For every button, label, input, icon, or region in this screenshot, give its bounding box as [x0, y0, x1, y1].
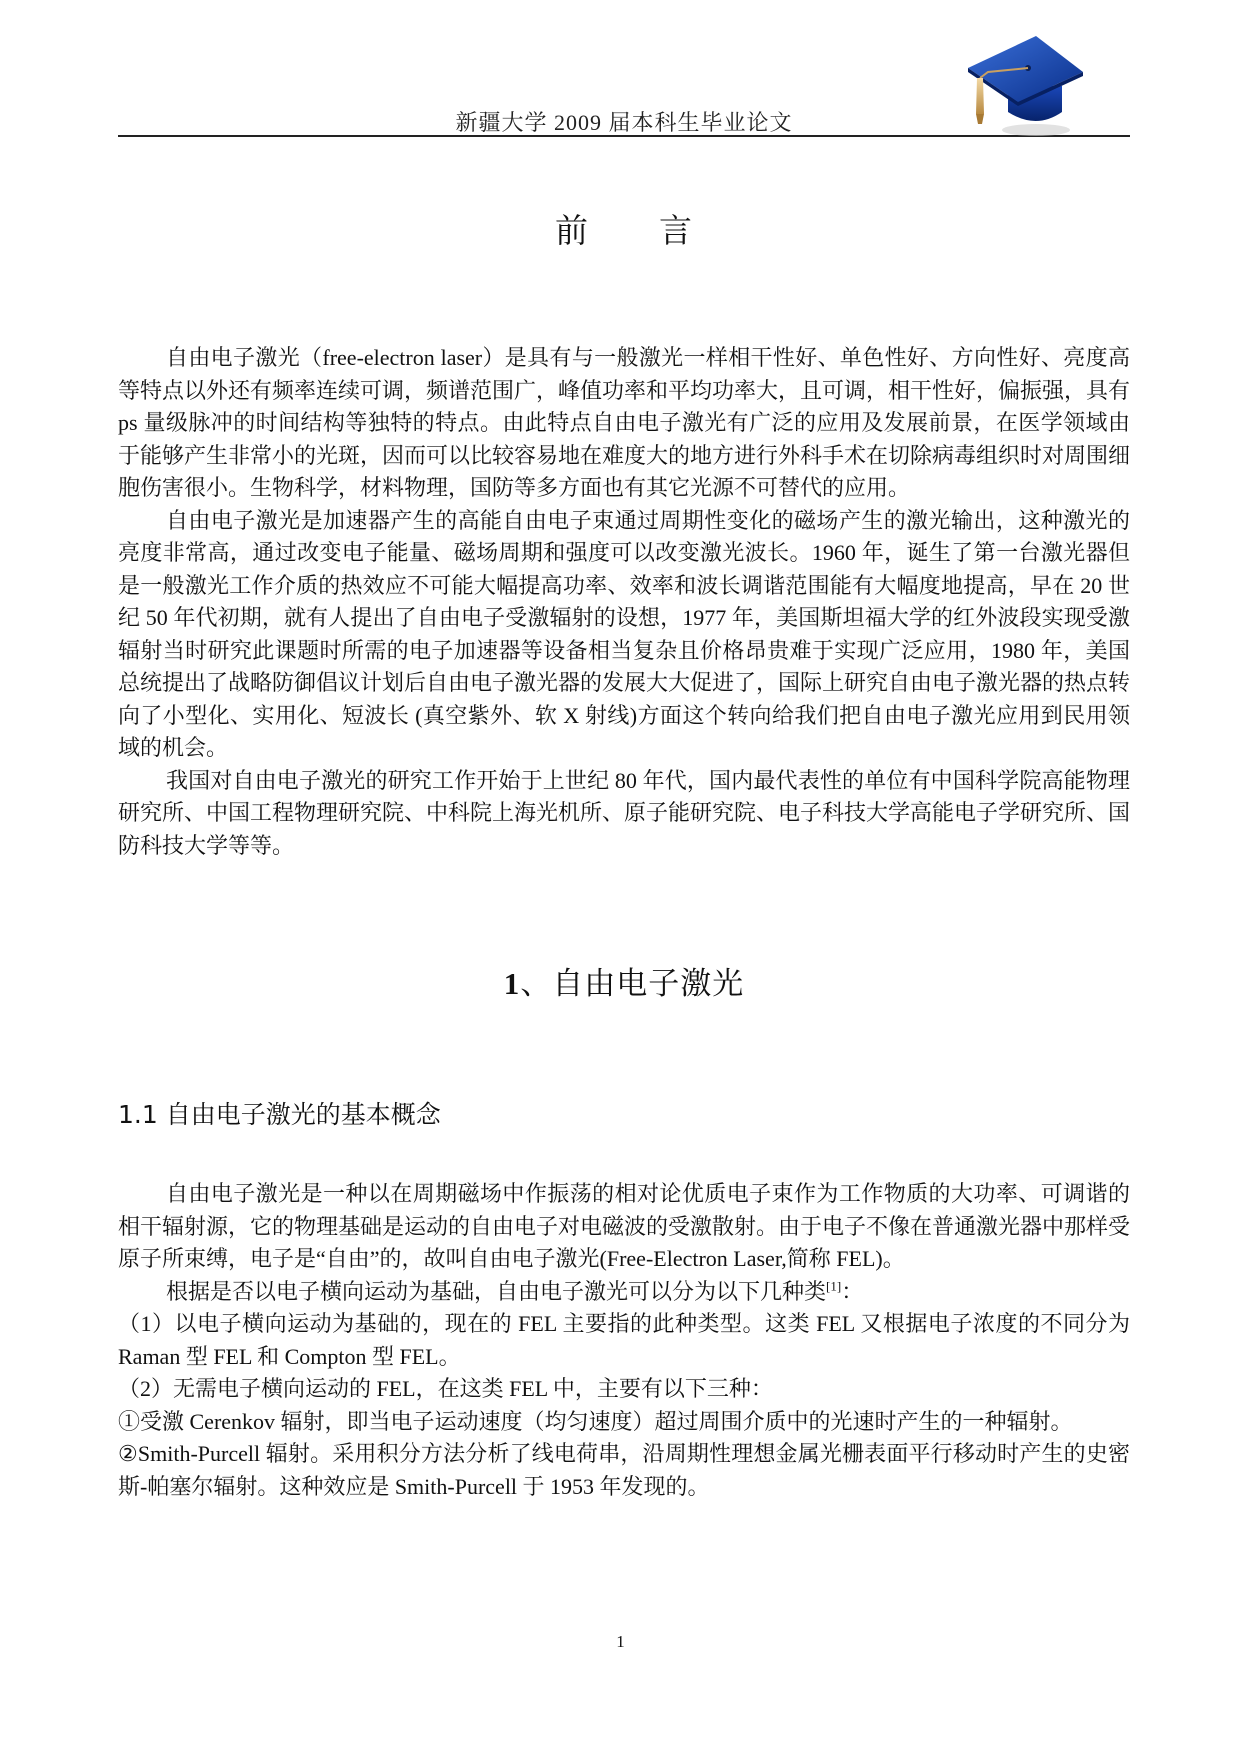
concept-paragraph-2-end: ：	[841, 1278, 864, 1304]
concept-paragraph-2-text: 根据是否以电子横向运动为基础，自由电子激光可以分为以下几种类	[166, 1278, 827, 1304]
header-title: 新疆大学 2009 届本科生毕业论文	[455, 110, 793, 135]
graduation-cap-icon	[958, 30, 1088, 140]
list-item-2: （2）无需电子横向运动的 FEL，在这类 FEL 中，主要有以下三种：	[118, 1376, 773, 1401]
chapter-title	[118, 958, 1130, 1003]
concept-paragraph-2	[118, 1276, 1130, 1309]
preface-paragraph-1: 自由电子激光（free-electron laser）是具有与一般激光一样相干性好、单色性好、方向性好、亮度高等特点以外还有频率连续可调，频谱范围广，峰值功率和平均功率大，且可调，相干性好，偏振强，具有 ps 量级脉冲的时间结构等独特的特点。由此特点自由电子激光有广泛的应用及发展前景，在医学领域由于能够产生非常小的光斑，因而可以比较容易地在难度大的地方进行外科手术在切除病毒组织时对周围细胞伤害很小。生物科学，材料物理，国防等多方面也有其它光源不可替代的应用。	[118, 345, 1131, 500]
page-header	[118, 30, 1130, 140]
subsection-title: 1.1 自由电子激光的基本概念	[118, 1100, 441, 1129]
chapter-separator: 、	[520, 966, 553, 1002]
chapter-title-text: 自由电子激光	[552, 966, 745, 1002]
preface-body	[118, 342, 1130, 862]
preface-title	[118, 205, 1130, 252]
preface-title-right: 言	[659, 211, 693, 250]
sub-item-1: ①受激 Cerenkov 辐射，即当电子运动速度（均匀速度）超过周围介质中的光速时产生的一种辐射。	[118, 1408, 1073, 1434]
preface-paragraph-3: 我国对自由电子激光的研究工作开始于上世纪 80 年代，国内最代表性的单位有中国科学院高能物理研究所、中国工程物理研究院、中科院上海光机所、原子能研究院、电子科技大学高能电子学研究所、国防科技大学等等。	[118, 767, 1131, 858]
sub-item-2: ②Smith-Purcell 辐射。采用积分方法分析了线电荷串，沿周期性理想金属光栅表面平行移动时产生的史密斯-帕塞尔辐射。这种效应是 Smith-Purcell 于 1953 年发现的。	[118, 1441, 1130, 1499]
list-item-1: （1）以电子横向运动为基础的，现在的 FEL 主要指的此种类型。这类 FEL 又根据电子浓度的不同分为 Raman 型 FEL 和 Compton 型 FEL。	[118, 1311, 1130, 1369]
preface-paragraph-2: 自由电子激光是加速器产生的高能自由电子束通过周期性变化的磁场产生的激光输出，这种激光的亮度非常高，通过改变电子能量、磁场周期和强度可以改变激光波长。1960 年，诞生了第一台激光器但是一般激光工作介质的热效应不可能大幅提高功率、效率和波长调谐范围能有大幅度地提高，早在 20 世纪 50 年代初期，就有人提出了自由电子受激辐射的设想，1977 年，美国斯坦福大学的红外波段实现受激辐射当时研究此课题时所需的电子加速器等设备相当复杂且价格昂贵难于实现广泛应用，1980 年，美国总统提出了战略防御倡议计划后自由电子激光器的发展大大促进了，国际上研究自由电子激光器的热点转向了小型化、实用化、短波长 (真空紫外、软 X 射线)方面这个转向给我们把自由电子激光应用到民用领域的机会。	[118, 507, 1131, 760]
preface-title-left: 前	[555, 211, 589, 250]
chapter-number: 1	[503, 966, 521, 1001]
page-number: 1	[616, 1632, 625, 1651]
concept-body	[118, 1178, 1130, 1503]
citation-ref[interactable]: [1]	[826, 1278, 842, 1294]
concept-paragraph-1: 自由电子激光是一种以在周期磁场中作振荡的相对论优质电子束作为工作物质的大功率、可调谐的相干辐射源，它的物理基础是运动的自由电子对电磁波的受激散射。由于电子不像在普通激光器中那样受原子所束缚，电子是“自由”的，故叫自由电子激光(Free-Electron Laser,简称 FEL)。	[118, 1181, 1131, 1271]
